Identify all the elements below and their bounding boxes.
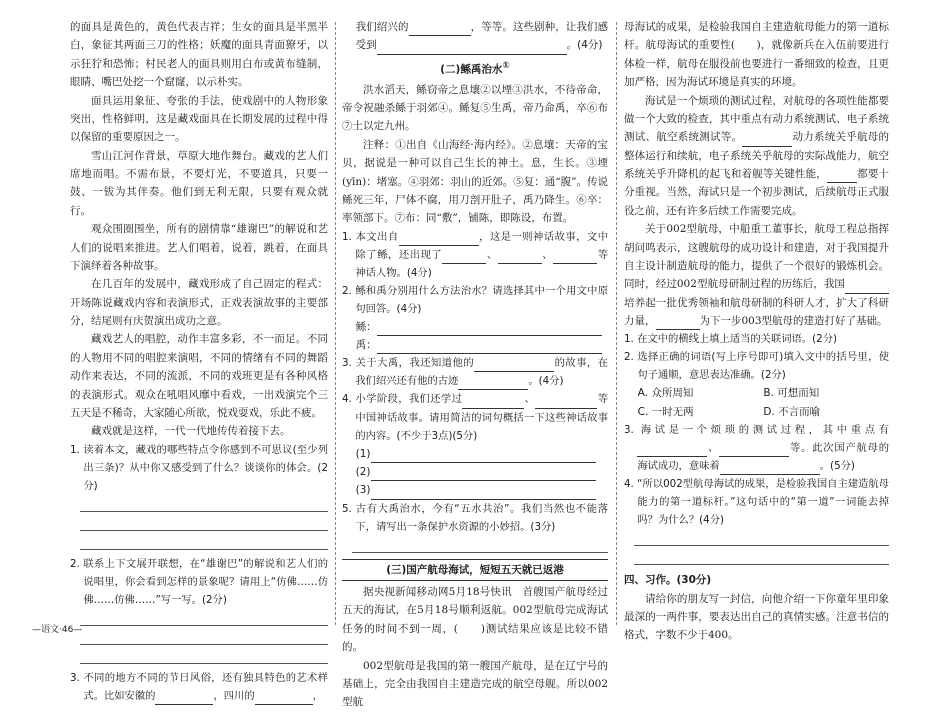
text: 等神话人物。(4分) xyxy=(355,248,609,279)
section-title-3: (三)国产航母海试，短短五天就已返港 xyxy=(342,559,608,581)
text: 禹： xyxy=(355,339,377,352)
option-b[interactable]: B. 可想而知 xyxy=(763,387,820,400)
text: 鲧： xyxy=(355,320,377,333)
section-title-2 xyxy=(342,59,608,79)
blank[interactable] xyxy=(409,22,471,36)
text: (2) xyxy=(355,465,371,478)
blank[interactable] xyxy=(371,467,596,481)
passage-text: 002型航母是我国的第一艘国产航母，是在辽宁号的基础上，完全由我国自主建造完成的航空母舰。所以002型航 xyxy=(342,659,608,709)
blank[interactable] xyxy=(377,340,602,354)
page-footer: —语文·46— xyxy=(32,625,83,636)
blank[interactable] xyxy=(719,443,789,457)
answer-line[interactable] xyxy=(634,548,889,565)
column-divider-1 xyxy=(335,22,336,625)
blank[interactable] xyxy=(827,169,857,183)
q4-line xyxy=(342,481,608,499)
text: 3. 海试是一个烦琐的测试过程，其中重点有 xyxy=(624,424,889,437)
passage-text: 据央视新闻移动网5月18号快讯 首艘国产航母经过五天的海试，在5月18号顺利返航。002型航母完成海试任务的时间不到一周，( )测试结果应该是比较不错的。 xyxy=(342,586,608,654)
q4-line xyxy=(342,445,608,463)
answer-line[interactable] xyxy=(352,536,608,553)
text: 、 xyxy=(541,248,554,261)
blank[interactable] xyxy=(399,232,479,246)
column-middle xyxy=(342,18,608,712)
blank[interactable] xyxy=(474,358,554,372)
text: 、 xyxy=(486,248,498,261)
question-2: 2. 鲧和禹分别用什么方法治水？请选择其中一个用文中原句回答。(4分) xyxy=(342,284,608,315)
text: 关于002型航母，中船重工董事长，航母工程总指挥胡问鸣表示，这艘航母的成功设计和建造，对于我国提升自主设计制造航母的能力，提供了一个很好的锻炼机会。同时，经过002型航母研制过程的历练后，我国 xyxy=(624,223,889,291)
paragraph: 雪山江河作背景，草原大地作舞台。藏戏的艺人们席地而唱。不需布景，不要灯光，不要道具，只要一鼓、一钹为其伴奏。他们到无利无限，只要有观众就行。 xyxy=(70,149,328,217)
answer-line[interactable] xyxy=(634,529,889,546)
column-left xyxy=(70,18,328,705)
text: 。(4分) xyxy=(528,375,564,388)
text: 为下一步003型航母的建造打好了基础。 xyxy=(699,315,888,327)
question-2: 2. 选择正确的词语(写上序号即可)填入文中的括号里，使句子通顺，意思表达准确。(2分) xyxy=(624,351,889,382)
text: (3) xyxy=(355,484,371,497)
blank[interactable] xyxy=(371,486,596,500)
answer-line[interactable] xyxy=(80,628,328,645)
text: 的故事，在我们绍兴还有他的古迹 xyxy=(355,357,608,388)
blank[interactable] xyxy=(377,322,602,336)
column-right xyxy=(624,18,889,645)
answer-line[interactable] xyxy=(80,495,328,512)
text: 4. 小学阶段，我们还学过 xyxy=(342,393,463,406)
blank[interactable] xyxy=(371,449,596,463)
text: 1. 本文出自 xyxy=(342,230,399,243)
blank[interactable] xyxy=(155,691,213,705)
question-3 xyxy=(342,354,608,390)
blank[interactable] xyxy=(535,395,597,409)
option-d[interactable]: D. 不言而喻 xyxy=(763,405,821,418)
text: 、 xyxy=(524,393,536,406)
paragraph: 在几百年的发展中，藏戏形成了自己固定的程式：开场陈说藏戏内容和表演形式，正戏表演故事的主要部分，结尾则有庆贺演出成功之意。 xyxy=(70,278,328,327)
essay-prompt: 请给你的朋友写一封信，向他介绍一下你童年里印象最深的一两件事，要表达出自己的真情实感。注意书信的格式，字数不少于400。 xyxy=(624,592,889,642)
blank[interactable] xyxy=(442,250,486,264)
text: 3. 关于大禹，我还知道他的 xyxy=(342,357,475,370)
blank[interactable] xyxy=(462,395,524,409)
passage-text: 母海试的成果，是检验我国自主建造航母能力的第一道标杆。航母海试的重要性( )，就像新兵在入伍前要进行体检一样，航母在服役前也要进行一番细致的检查，且更加严格，因为海试环境是真实的环境。 xyxy=(624,21,889,89)
text: 我们绍兴的 xyxy=(355,21,409,33)
section-title-text: (二)鲧禹治水 xyxy=(440,63,503,76)
answer-line[interactable] xyxy=(80,533,328,550)
blank[interactable] xyxy=(720,461,820,475)
text: (1) xyxy=(355,447,371,460)
options xyxy=(624,384,889,421)
q3-text: ， xyxy=(312,689,323,702)
column-divider-2 xyxy=(616,22,617,625)
question-3 xyxy=(624,421,889,475)
blank[interactable] xyxy=(637,443,707,457)
paragraph: 观众围圈围坐，所有的剧情靠“雄谢巴”的解说和艺人们的说唱来推进。艺人们唱着，说着，跳着，在面具下演绎着各种故事。 xyxy=(70,223,328,272)
answer-line[interactable] xyxy=(80,647,328,664)
q3-continued xyxy=(342,18,608,55)
text: ，这是一则神话故事，文中除了鲧，还出现了 xyxy=(355,230,608,261)
blank[interactable] xyxy=(553,250,597,264)
option-c[interactable]: C. 一时无两 xyxy=(637,405,694,418)
passage-text: 洪水滔天，鲧窃帝之息壤②以堙③洪水，不待帝命，帝令祝融杀鲧于羽郊④。鲧复⑤生禹，帝乃命禹，卒⑥布⑦土以定九州。 xyxy=(342,83,608,133)
text: 培养起一批优秀领袖和航母研制的科研人才，扩大了科研力量， xyxy=(624,296,889,327)
question-4 xyxy=(342,390,608,444)
paragraph: 面具运用象征、夸张的手法，使戏剧中的人物形象突出，性格鲜明，这是藏戏面具在长期发展的过程中得以保留的重要原因之一。 xyxy=(70,94,328,144)
section-title-4: 四、习作。(30分) xyxy=(624,574,712,587)
passage-text xyxy=(624,220,889,330)
question-4: 4. “所以002型航母海试的成果，是检验我国自主建造航母能力的第一道标杆。”这句话中的“第一道”一词能去掉吗？为什么？(4分) xyxy=(624,478,889,527)
text: ，等等。这些剧种，让我们感受到 xyxy=(355,21,609,52)
answer-yu xyxy=(342,336,608,354)
answer-gun xyxy=(342,318,608,336)
text: 都要十分重视。当然，海试只是一个初步测试，后续航母正式服役之前，还有许多后续工作需要完成。 xyxy=(624,168,890,217)
blank[interactable] xyxy=(742,133,792,147)
q3-text: ，四川的 xyxy=(213,689,255,702)
question-1: 1. 读着本文，藏戏的哪些特点令你感到不可思议(至少列出三条)？从中你又感受到了什么？谈谈你的体会。(2分) xyxy=(70,443,328,492)
question-5: 5. 古有大禹治水，今有“五水共治”。我们当然也不能落下，请写出一条保护水资源的小妙招。(3分) xyxy=(342,502,608,533)
q4-line xyxy=(342,463,608,481)
text: 等。此次国产航母的海试成功，意味着 xyxy=(637,442,890,473)
blank[interactable] xyxy=(498,250,542,264)
text: 。(5分) xyxy=(819,460,855,473)
blank[interactable] xyxy=(845,280,889,294)
option-a[interactable]: A. 众所周知 xyxy=(637,387,694,400)
notes: 注释：①出自《山海经·海内经》。②息壤：天帝的宝贝，据说是一种可以自己生长的神土。息，生长。③堙(yīn)：堵塞。④羽郊：羽山的近郊。⑤复：通“腹”。传说鲧死三年，尸体不腐，用刀剖开肚子，禹乃降生。⑥卒：率领部下。⑦布：同“敷”，铺陈，即陈设，布置。 xyxy=(342,138,608,225)
paragraph: 藏戏就是这样，一代一代地传传着接下去。 xyxy=(91,425,291,438)
question-1 xyxy=(342,228,608,282)
answer-line[interactable] xyxy=(80,514,328,531)
text: 等中国神话故事。请用简洁的词句概括一下这些神话故事的内容。(不少于3点)(5分) xyxy=(355,393,609,442)
paragraph: 藏戏艺人的唱腔，动作丰富多彩，不一而足。不同的人物用不同的唱腔来演唱，不同的情绪有不同的舞蹈动作来表达，不同的流派，不同的戏班更是有各种风格的表演形式。观众在吼唱风靡中看戏，一出戏演完个三五天是不稀奇，大家随心所欲，悦戏耍戏，乐此不疲。 xyxy=(70,333,328,419)
text: 、 xyxy=(707,442,720,455)
answer-line[interactable] xyxy=(80,609,328,626)
text: 。(4分) xyxy=(566,39,603,52)
question-1: 1. 在文中的横线上填上适当的关联词语。(2分) xyxy=(624,333,838,346)
paragraph: 的面具是黄色的，黄色代表吉祥；生女的面具是半黑半白，象征其两面三刀的性格；妖魔的面具青面獠牙，以示狂狞和恐怖；村民老人的面具则用白布或黄布缝制，眼睛、嘴巴处挖一个窟窿，以示朴实。 xyxy=(70,21,328,89)
passage-text xyxy=(624,92,889,221)
blank[interactable] xyxy=(255,691,313,705)
blank[interactable] xyxy=(656,316,700,330)
question-3 xyxy=(70,669,328,705)
text: 海试是一个烦琐的测试过程，对航母的各项性能都要做一个大致的检查，其中重点有动力系统测试、电子系统测试、航空系统测试等。 xyxy=(624,94,889,144)
text: 动力系统关乎航母的整体运行和续航，电子系统关乎航母的实际战能力，航空系统关乎升降机的起飞和着舰等关键性能， xyxy=(624,131,889,180)
question-2: 2. 联系上下文展开联想，在“雄谢巴”的解说和艺人们的说唱里，你会看到怎样的景象呢？请用上“仿佛……仿佛……仿佛……”写一写。(2分) xyxy=(70,557,328,606)
footnote-marker: ① xyxy=(502,60,510,71)
q3-text: 3. 不同的地方不同的节日风俗，还有独具特色的艺术样式。比如安徽的 xyxy=(70,671,328,702)
blank[interactable] xyxy=(458,376,528,390)
blank[interactable] xyxy=(377,41,567,55)
